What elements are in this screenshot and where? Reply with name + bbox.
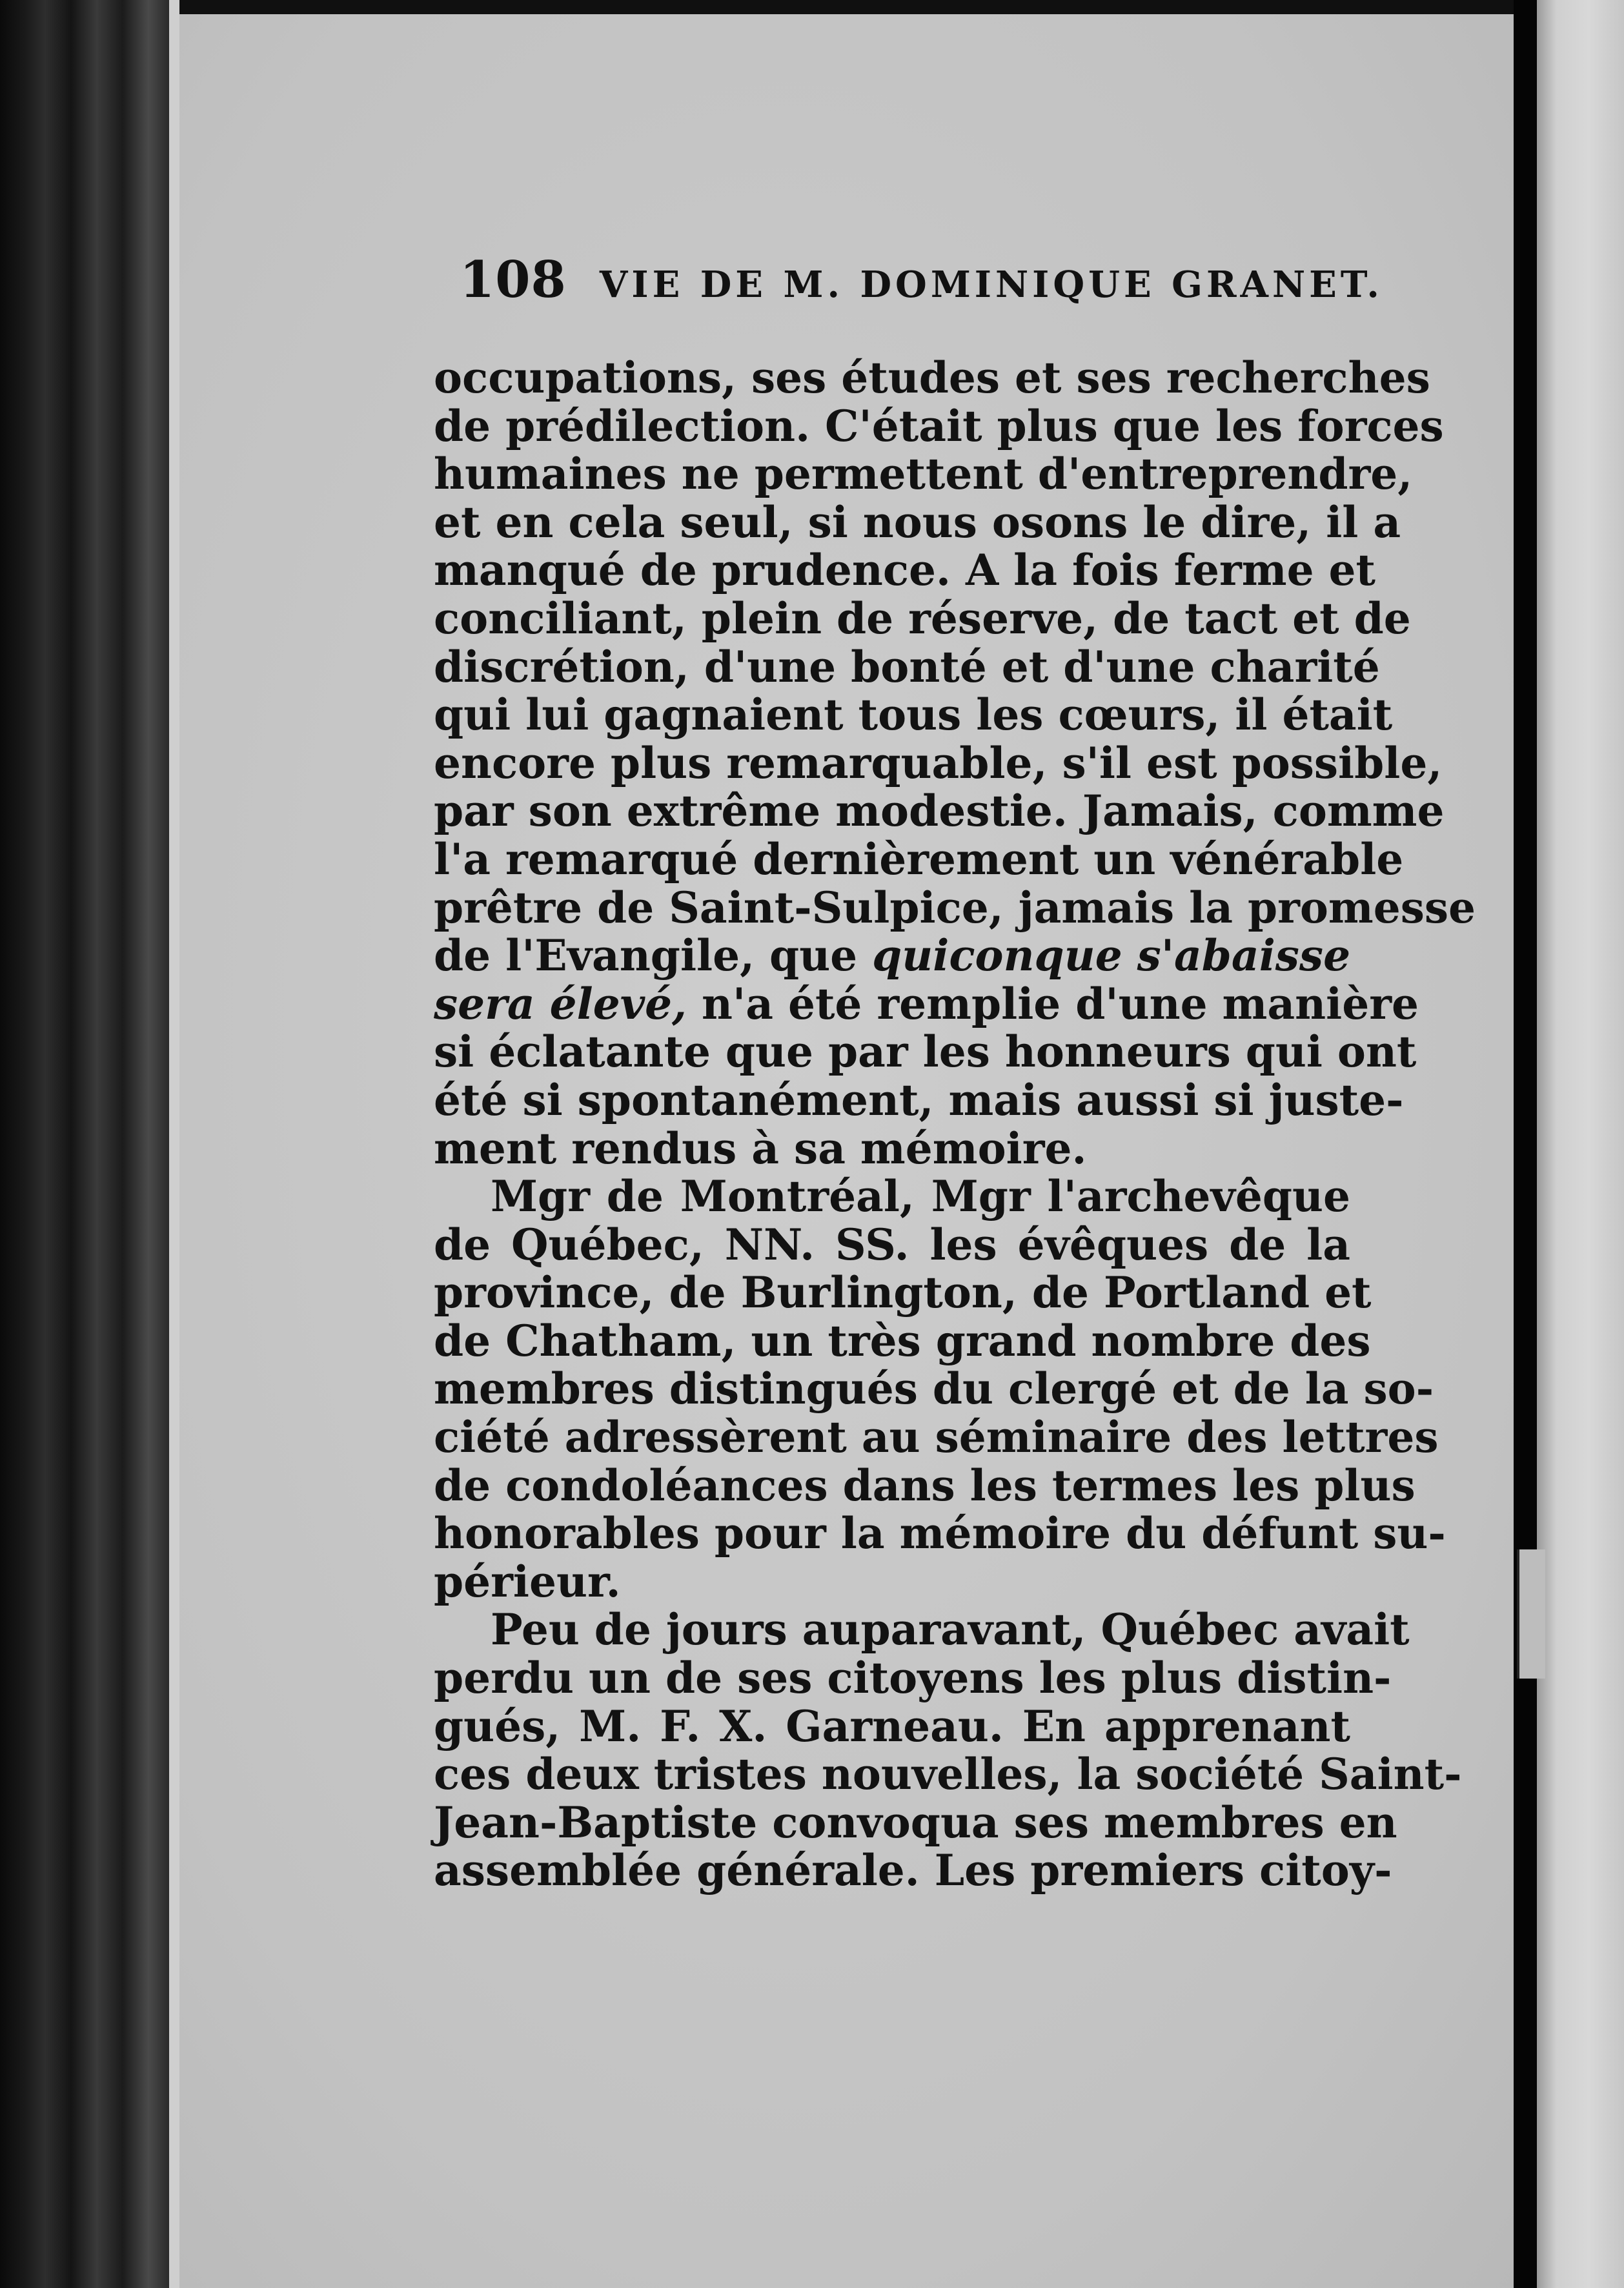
text-line: été si spontanément, mais aussi si juste-: [434, 1074, 1404, 1125]
text-line: discrétion, d'une bonté et d'une charité: [434, 641, 1380, 692]
body-text: [434, 352, 1476, 1896]
top-shadow: [179, 0, 1528, 14]
text-line: membres distingués du clergé et de la so-: [434, 1364, 1434, 1415]
text-line: de condoléances dans les termes les plus: [434, 1460, 1416, 1511]
text-line: si éclatante que par les honneurs qui ont: [434, 1027, 1417, 1078]
text-line: de Chatham, un très grand nombre des: [434, 1315, 1371, 1366]
text-line: et en cela seul, si nous osons le dire, il a: [434, 496, 1401, 547]
text-line: périeur.: [434, 1556, 621, 1607]
text-line-with-italic: [434, 978, 1419, 1029]
text-segment: n'a été remplie d'une manière: [687, 978, 1419, 1029]
text-line: perdu un de ses citoyens les plus distin-: [434, 1653, 1392, 1704]
text-line: province, de Burlington, de Portland et: [434, 1267, 1372, 1318]
text-line: assemblée générale. Les premiers citoy-: [434, 1845, 1392, 1896]
text-line: ciété adressèrent au séminaire des lettres: [434, 1412, 1439, 1463]
text-line: qui lui gagnaient tous les cœurs, il était: [434, 689, 1393, 741]
facing-page-edge: [1537, 0, 1624, 2288]
text-line: Mgr de Montréal, Mgr l'archevêque: [491, 1171, 1350, 1222]
page-tear: [1517, 1549, 1545, 1679]
text-line: l'a remarqué dernièrement un vénérable: [434, 833, 1404, 884]
text-line: encore plus remarquable, s'il est possible,: [434, 737, 1443, 788]
text-line: occupations, ses études et ses recherches: [434, 352, 1430, 403]
text-line: ces deux tristes nouvelles, la société Saint-: [434, 1749, 1462, 1800]
text-line-with-italic: [434, 932, 1350, 980]
text-line: gués, M. F. X. Garneau. En apprenant: [434, 1701, 1350, 1752]
text-line: par son extrême modestie. Jamais, comme: [434, 786, 1445, 837]
running-head: [460, 250, 1383, 309]
text-line: humaines ne permettent d'entreprendre,: [434, 449, 1413, 500]
text-line: manqué de prudence. A la fois ferme et: [434, 545, 1376, 596]
text-line: de prédilection. C'était plus que les forces: [434, 400, 1444, 451]
italic-quote: quiconque s'abaisse: [872, 930, 1351, 981]
page-number: 108: [460, 250, 567, 309]
page-edge: [169, 0, 179, 2288]
text-line: prêtre de Saint-Sulpice, jamais la promesse: [434, 882, 1476, 933]
text-line: de Québec, NN. SS. les évêques de la: [434, 1219, 1350, 1270]
italic-quote: sera élevé,: [434, 978, 687, 1029]
gutter-shadow: [1514, 0, 1537, 2288]
text-line: honorables pour la mémoire du défunt su-: [434, 1508, 1446, 1559]
running-title: VIE DE M. DOMINIQUE GRANET.: [599, 263, 1383, 306]
book-binding: [0, 0, 187, 2288]
text-line: ment rendus à sa mémoire.: [434, 1123, 1087, 1174]
text-line: Peu de jours auparavant, Québec avait: [491, 1604, 1410, 1655]
text-segment: de l'Evangile, que: [434, 930, 873, 981]
text-line: Jean-Baptiste convoqua ses membres en: [434, 1797, 1397, 1848]
text-line: conciliant, plein de réserve, de tact et de: [434, 593, 1411, 644]
